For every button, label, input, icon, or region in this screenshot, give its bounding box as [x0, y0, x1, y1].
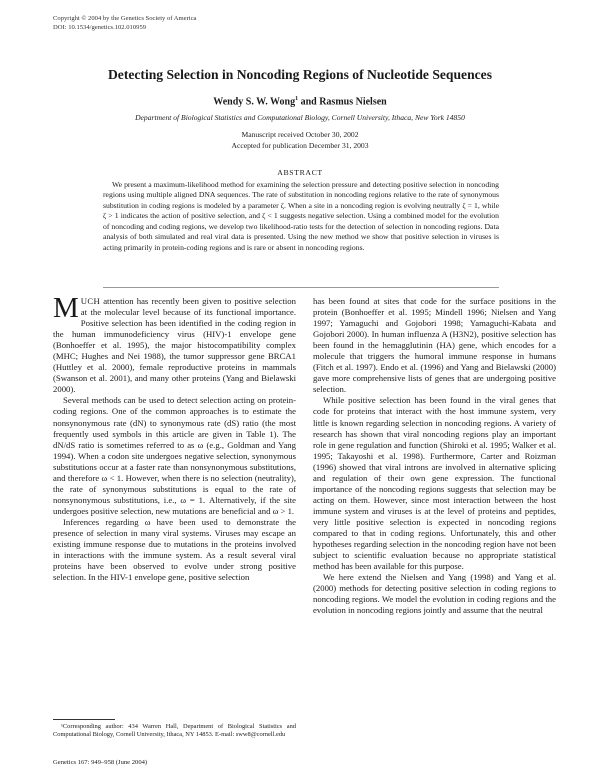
- copyright-block: [53, 15, 196, 32]
- manuscript-dates: [0, 130, 600, 151]
- abstract-heading: ABSTRACT: [277, 168, 323, 177]
- left-paragraph-1: [53, 292, 296, 395]
- body-column-left: [53, 292, 296, 583]
- accepted-date: Accepted for publication December 31, 2003: [231, 140, 369, 150]
- abstract-divider: [103, 287, 499, 288]
- other-authors: and Rasmus Nielsen: [298, 96, 387, 108]
- footnote-divider: [53, 719, 115, 720]
- drop-cap: M: [53, 292, 79, 324]
- corresponding-author-footnote: ¹Corresponding author: 434 Warren Hall, Department of Biological Statistics and Computational Biology, Cornell University, Ithaca, NY 14853. E-mail: sww8@cornell.edu: [53, 723, 296, 739]
- authors-line: [0, 96, 600, 107]
- lead-caps: UCH: [80, 296, 101, 306]
- right-paragraph-3: We here extend the Nielsen and Yang (1998) and Yang et al. (2000) methods for detecting positive selection in coding regions to noncoding regions. We model the evolution in coding regions and the evolution in noncoding regions jointly and assume that the neutral: [313, 572, 556, 616]
- received-date: Manuscript received October 30, 2002: [241, 130, 359, 139]
- doi-line: DOI: 10.1534/genetics.102.010959: [53, 23, 147, 31]
- body-column-right: [313, 296, 556, 616]
- article-title: Detecting Selection in Noncoding Regions of Nucleotide Sequences: [107, 67, 492, 82]
- abstract-text: We present a maximum-likelihood method for examining the selection pressure and detecting positive selection in noncoding regions using multiple aligned DNA sequences. The rate of substitution in noncoding regions relative to the rate of synonymous substitution in coding regions is modeled by a parameter ζ. When a site in a noncoding region is evolving neutrally ζ = 1, while ζ > 1 indicates the action of positive selection, and ζ < 1 suggests negative selection. Using a combined model for the evolution of noncoding and coding regions, we develop two likelihood-ratio tests for the detection of selection in noncoding regions. Data analysis of both simulated and real viral data is presented. Using the new method we show that positive selection in viruses is acting primarily in protein-coding regions and is rare or absent in noncoding regions.: [103, 180, 499, 252]
- first-author: Wendy S. W. Wong: [213, 96, 296, 108]
- left-paragraph-3: Inferences regarding ω have been used to demonstrate the presence of selection in many viral systems. Viruses may escape an existing immune response due to mutations in the proteins involved in interactions with the immune system. As a result several viral proteins have been observed to evolve under strong positive selection. In the HIV-1 envelope gene, positive selection: [53, 516, 296, 583]
- right-paragraph-1: has been found at sites that code for the surface positions in the protein (Bonhoeffer et al. 1995; Mindell 1996; Nielsen and Yang 1997; Yamaguchi and Gojobori 1998; Yamaguchi-Kabata and Gojobori 2000). In human influenza A (H3N2), positive selection has been found in the hemagglutinin (HA) gene, which encodes for a molecule that triggers the humoral immune response in humans (Fitch et al. 1997). Endo et al. (1996) and Yang and Bielawski (2000) gave more comprehensive lists of genes that are undergoing positive selection.: [313, 296, 556, 395]
- left-paragraph-1-text: attention has recently been given to positive selection at the molecular level because of its functional importance. Positive selection has been identified in the coding region in the human immunodeficiency virus (HIV)-1 envelope gene (Bonhoeffer et al. 1995), the major histocompatibility complex (MHC; Hughes and Nei 1988), the tumor suppressor gene BRCA1 (Huttley et al. 2000), female reproductive proteins in mammals (Swanson et al. 2001), and many other proteins (Yang and Bielawski 2000).: [53, 296, 296, 395]
- right-paragraph-2: While positive selection has been found in the viral genes that code for proteins that interact with the host immune system, very little is known regarding selection in noncoding regions. A variety of research has shown that viral noncoding regions play an important role in gene regulation and function (Shiroki et al. 1995; Walker et al. 1995; Takayoshi et al. 1998). Furthermore, Carter and Roizman (1996) showed that viral introns are involved in alternative splicing and regulation of their own gene expression. The functional importance of the noncoding regions suggests that selection may be acting on them. However, since most interaction between the host immune system and viruses is at the level of proteins and peptides, very little positive selection is expected in noncoding regions compared to that in coding regions. Unfortunately, this and other hypotheses regarding selection in the noncoding region have not been subject to scientific evaluation because no appropriate statistical method has been available for this purpose.: [313, 395, 556, 572]
- copyright-line: Copyright © 2004 by the Genetics Society of America: [53, 15, 197, 22]
- affiliation: Department of Biological Statistics and Computational Biology, Cornell University, Ithaca, New York 14850: [135, 113, 465, 122]
- author-footnote-mark: 1: [295, 96, 299, 102]
- left-paragraph-2: Several methods can be used to detect selection acting on protein-coding regions. One of the common approaches is to estimate the nonsynonymous rate (dN) to synonymous rate (dS) ratio (the most frequently used symbols in this article are given in Table 1). The dN/dS ratio is sometimes referred to as ω (e.g., Goldman and Yang 1994). When a codon site undergoes negative selection, synonymous substitutions occur at a faster rate than nonsynonymous substitutions, and therefore ω < 1. However, when there is no selection (neutrality), the rate of synonymous substitutions is equal to the rate of nonsynonymous substitutions, i.e., ω = 1. Alternatively, if the site undergoes positive selection, new mutations are beneficial and ω > 1.: [53, 395, 296, 516]
- journal-citation: Genetics 167: 949–958 (June 2004): [53, 759, 148, 766]
